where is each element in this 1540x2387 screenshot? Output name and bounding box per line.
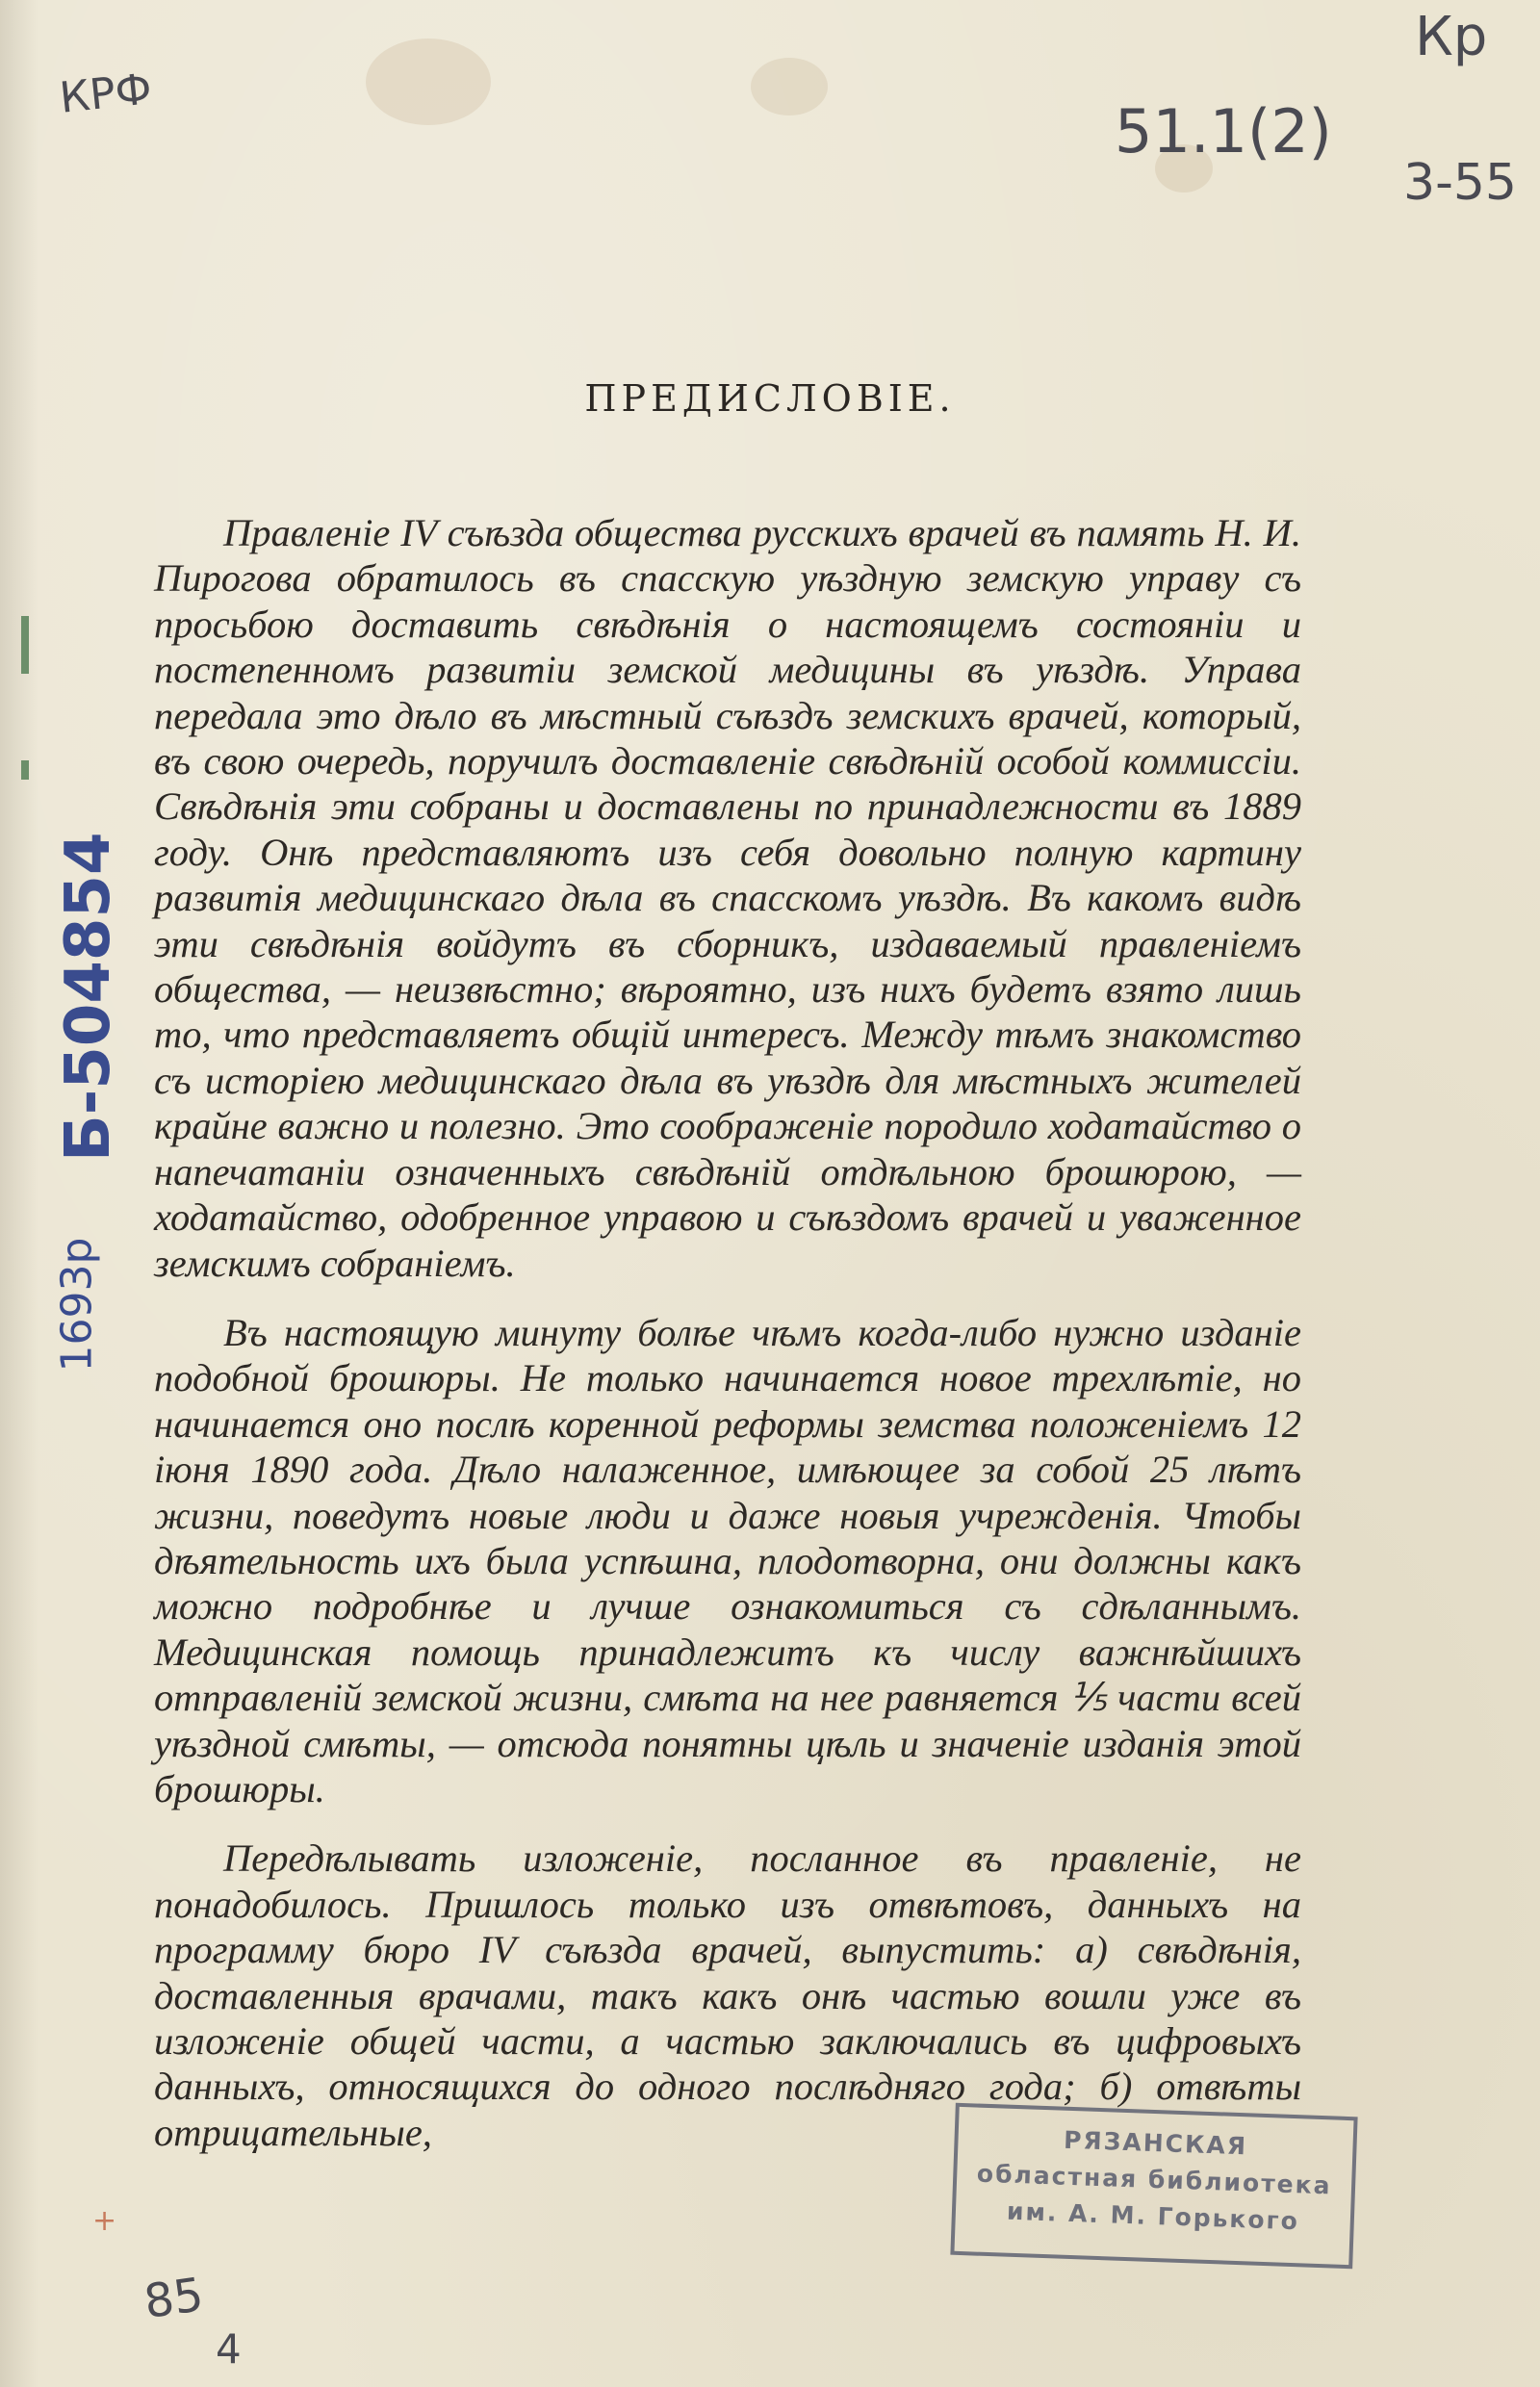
red-pencil-mark: + <box>92 2204 117 2238</box>
page-title: ПРЕДИСЛОВІЕ. <box>584 377 956 420</box>
stamp-line: областная библиотека <box>976 2159 1332 2200</box>
stamp-line: им. А. М. Горького <box>1006 2196 1300 2236</box>
paragraph: Въ настоящую минуту болѣе чѣмъ когда-либо нужно изданіе подобной брошюры. Не только начинается новое трехлѣтіе, но начинается оно послѣ коренной реформы земства положеніемъ 12 іюня 1890 года. Дѣло налаженное, имѣющее за собой 25 лѣтъ жизни, поведутъ новые люди и даже новыя учрежденія. Чтобы дѣятельность ихъ была успѣшна, плодотворна, они должны какъ можно подробнѣе и лучше ознакомиться съ сдѣланнымъ. Медицинская помощь принадлежитъ къ числу важнѣйшихъ отправленій земской жизни, смѣта на нее равняется ⅕ части всей уѣздной смѣты, — отсюда понятны цѣль и значеніе изданія этой брошюры. <box>154 1310 1301 1810</box>
handwritten-inventory-number: Б-504854 <box>53 832 124 1162</box>
binding-tape-mark <box>21 760 29 780</box>
handwritten-shelf-mark: 51.1(2) <box>1115 96 1332 167</box>
handwritten-note-top-right: Кр <box>1415 6 1488 68</box>
handwritten-note-bottom: 4 <box>216 2325 242 2373</box>
paper-stain <box>751 58 828 116</box>
stamp-line: РЯЗАНСКАЯ <box>1063 2125 1248 2161</box>
paragraph: Правленіе IV съѣзда общества русскихъ врачей въ память Н. И. Пирогова обратилось въ спасскую уѣздную земскую управу съ просьбою доставить свѣдѣнія о настоящемъ состояніи и постепенномъ развитіи земской медицины въ уѣздѣ. Управа передала это дѣло въ мѣстный съѣздъ земскихъ врачей, который, въ свою очередь, поручилъ доставленіе свѣдѣній особой коммиссіи. Свѣдѣнія эти собраны и доставлены по принадлежности въ 1889 году. Онѣ представляютъ изъ себя довольно полную картину развитія медицинскаго дѣла въ спасскомъ уѣздѣ. Въ какомъ видѣ эти свѣдѣнія войдутъ въ сборникъ, издаваемый правленіемъ общества, — неизвѣстно; вѣроятно, изъ нихъ будетъ взято лишь то, что представляетъ общій интересъ. Между тѣмъ знакомство съ исторіею медицинскаго дѣла въ уѣздѣ для мѣстныхъ жителей крайне важно и полезно. Это соображеніе породило ходатайство о напечатаніи означенныхъ свѣдѣній отдѣльною брошюрою, — ходатайство, одобренное управою и съѣздомъ врачей и уваженное земскимъ собраніемъ. <box>154 511 1301 1285</box>
library-stamp <box>950 2103 1357 2269</box>
paragraph: Передѣлывать изложеніе, посланное въ правленіе, не понадобилось. Пришлось только изъ отвѣтовъ, данныхъ на программу бюро IV съѣзда врачей, выпустить: а) свѣдѣнія, доставленныя врачами, такъ какъ онѣ частью вошли уже въ изложеніе общей части, а частью заключались въ цифровыхъ данныхъ, относящихся до одного послѣдняго года; б) отвѣты отрицательные, <box>154 1836 1301 2154</box>
binding-tape-mark <box>21 616 29 674</box>
handwritten-side-code: 1693р <box>52 1237 102 1373</box>
handwritten-note-top-left: КРФ <box>57 64 155 123</box>
paper-stain <box>366 38 491 125</box>
binding-edge <box>0 0 38 2387</box>
handwritten-note-bottom-left: 85 <box>141 2268 207 2329</box>
handwritten-code-top-right: 3-55 <box>1403 154 1518 212</box>
body-text <box>154 510 1301 2179</box>
